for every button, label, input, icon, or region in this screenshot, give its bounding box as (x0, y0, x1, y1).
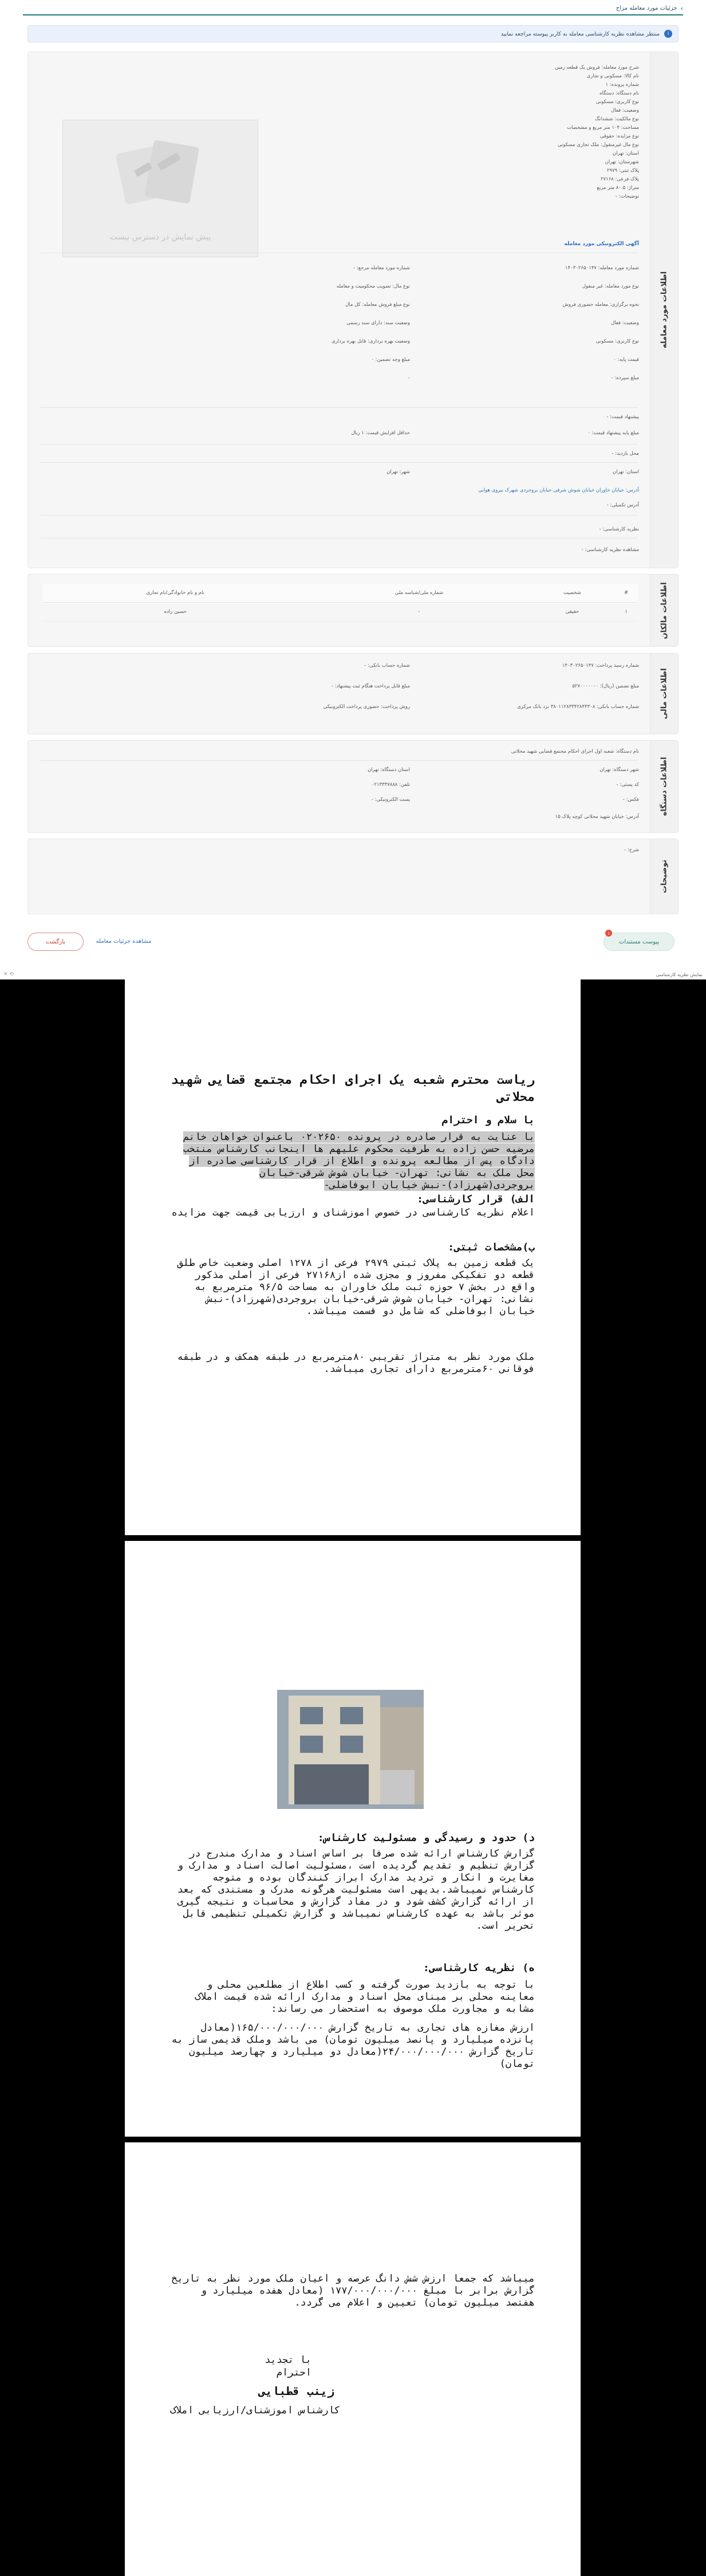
doc-sec-d-title: د) حدود و رسیدگی و مسئولیت کارشناس: (317, 1832, 535, 1844)
summary-line: نوع کاربری: مسکونی (595, 99, 639, 105)
doc-sec-a-text: اعلام نظریه کارشناسی در خصوص اموزشنای و ارزیابی قیمت جهت مزایده (171, 1207, 535, 1218)
section-label: توضیحات (650, 839, 678, 914)
owners-table-cell: حسین زاده (42, 603, 308, 622)
summary-line: نوع مزایده: حقوقی (599, 133, 639, 139)
deal-field: قیمت پایه: ۰ (613, 357, 639, 363)
summary-line: نام کالا: مسکونی و تجاری (586, 73, 639, 79)
summary-line: پلاک فرعی: ۲۷۱۶۸ (600, 176, 639, 182)
device-name: نام دستگاه: شعبه اول اجرای احکام مجتمع قضایی شهید محلاتی (511, 749, 639, 754)
divider (41, 462, 638, 463)
page-title: جزئیات مورد معامله مزاح (616, 5, 677, 11)
detail-panel (0, 0, 706, 971)
divider (41, 407, 638, 408)
divider (41, 760, 638, 761)
summary-line: توضیحات: - (615, 194, 639, 199)
owners-section (27, 574, 679, 647)
summary-line: وضعیت: فعال (611, 108, 639, 113)
close-icon[interactable]: ✕ ⟲ (3, 972, 14, 977)
device-section (27, 740, 679, 833)
summary-line: مساحت: ۱۰۴ متر مربع و مشخصات (566, 125, 639, 131)
back-button[interactable]: بازگشت (27, 933, 84, 951)
doc-closing-1: با تجدید (265, 2354, 311, 2366)
document-page-1 (125, 971, 581, 1535)
address: آدرس: خیابان خاوران خیابان شوش شرقی خیابان بروجردی شهرک نیروی هوایی (478, 487, 639, 493)
deal-field: وضعیت سند: دارای سند رسمی (346, 320, 410, 326)
property-photo (277, 1690, 424, 1809)
section-label: اطلاعات مالکان (650, 575, 678, 646)
offer-base: مبلغ پایه پیشنهاد قیمت: ۰ (587, 430, 639, 436)
doc-sec-d-text: گزارش کارشناس ارائه شده صرفا بر اساس اسناد و مدارک مندرج در گزارش تنظیم و تقدیم گردیده است ،مسئولیت اصالت اسناد و مدارک و مغایرت و انکار و تردید مدارک ابراز کنندگان بوده و متوجه کارشناس نمیباشد.بدیهی است مسئولیت هرگونه مدرک و مستندی که بعد از ارائه گزارش کشف شود و در مفاد گزارش و محاسبات و نتیجه گیری موثر باشد به عهده کارشناس نمیباشد و گزارش تکمیلی تنظیمی قابل تحریر است. (177, 1848, 535, 1932)
deal-field: نوع کاربری: مسکونی (595, 339, 639, 344)
financial-field: مبلغ قابل پرداخت هنگام ثبت پیشنهاد: - (331, 683, 410, 689)
doc-sec-b-text: یک قطعه زمین به پلاک ثبتی ۲۹۷۹ فرعی از ۱۲۷۸ اصلی وضعیت خاص طلق قطعه دو تفکیکی مفروز و مجزی شده از۲۷۱۶۸ فرعی از اصلی مذکور واقع در بخش ۷ حوزه ثبت ملک خاوران به مساحت ۹۶/۵ مترمربع به نشانی: تهران- خیابان شوش شرقی-خیابان بروجردی(شهرزاد)-نبش خیابان ابوفاضلی که شامل دو قسمت میباشد. (177, 1257, 535, 1317)
image-placeholder-caption: پیش نمایش در دسترس نیست (109, 233, 211, 242)
device-province: استان دستگاه: تهران (368, 767, 410, 773)
summary-line: شماره پرونده: ۱ (605, 82, 639, 88)
visit-place: محل بازدید: - (612, 451, 639, 457)
info-icon: i (664, 30, 672, 38)
doc-sec-e-text: با توجه به بازدید صورت گرفته و کسب اطلاع از مطلعین محلی و معاینه محلی بر مبنای محل اسناد و مدارک ارائه شده قیمت املاک مشابه و مجاورت ملک موصوف به استحضار می رساند: (195, 1979, 535, 2015)
summary-line: نوع مال غیرمنقول: ملک تجاری مسکونی (557, 142, 639, 148)
divider (41, 444, 638, 445)
doc-heading: ریاست محترم شعبه یک اجرای احکام مجتمع قضایی شهید محلاتی (171, 1073, 535, 1104)
deal-info-section (27, 52, 679, 568)
gavel-icon (103, 132, 218, 218)
location-city: شهر: تهران (386, 469, 410, 475)
doc-closing-2: احترام (276, 2367, 311, 2378)
doc-sec-e-text2: ارزش مغازه های تجاری به تاریخ گزارش ۱۶۵/۰۰۰/۰۰۰/۰۰۰(معادل پانزده میلیارد و پانصد میلیون تومان) می باشد وملک قدیمی ساز به تاریخ گزارش ۲۴/۰۰۰/۰۰۰/۰۰۰(معادل دو میلیارد و چهارصد میلیون تومان) (171, 2022, 535, 2070)
device-email: پست الکترونیکی: - (371, 797, 410, 803)
section-label: اطلاعات مورد معامله (650, 52, 678, 568)
deal-field: نوع مبلغ فروش معامله: کل مال (345, 302, 410, 308)
summary-line: شهرستان: تهران (605, 159, 639, 165)
deal-field: نوع مورد معامله: غیر منقول (582, 284, 639, 289)
divider (41, 515, 638, 516)
deal-field: نوع مال: تصویب محکومیت و معامله (336, 284, 410, 289)
deal-field: مبلغ وجه تضمین: ۰ (371, 357, 410, 363)
owners-table (42, 584, 638, 622)
attachment-label: پیوست مستندات (618, 938, 660, 945)
device-phone: تلفن: ۰۲۱۳۳۳۷۸۸۸ (371, 782, 410, 788)
section-label: اطلاعات دستگاه (650, 741, 678, 832)
financial-field: مبلغ تضمین (ریال): ۵۲۷۰۰۰۰۰۰۰ (572, 683, 639, 689)
financial-field: شماره حساب بانکی: ۳۸۰۱۱۲۸۳۳۴۲۸۴۴۳۰۸ نزد بانک مرکزی (517, 704, 639, 710)
doc-conclusion: میباشد که جمعا ارزش شش دانگ عرصه و اعیان ملک مورد نظر به تاریخ گزارش برابر با مبلغ ۱۷۷/۰۰۰/۰۰۰/۰۰۰ (معادل هفده میلیارد و هفتصد میلیون تومان) تعیین و اعلام می گردد. (171, 2273, 535, 2308)
doc-sec-e-title: ه) نظریه کارشناسی: (423, 1962, 535, 1974)
owners-table-cell: - (308, 603, 530, 622)
financial-section (27, 653, 679, 734)
doc-sec-b-text2: ملک مورد نظر به متراژ تقریبی ۸۰مترمربع در طبقه همکف و در طبقه فوقانی ۶۰مترمربع دارای تجاری میباشد. (177, 1351, 535, 1375)
owners-table-cell: حقیقی (530, 603, 614, 622)
financial-field: شماره رسید پرداخت: ۱۴۰۳۰۲۶۵۰۱۴۷ (562, 663, 639, 668)
table-row (42, 603, 638, 622)
viewer-title: نمایش نظریه کارشناسی (656, 972, 703, 977)
expert-label: نظریه کارشناسی: - (599, 526, 639, 532)
header-divider (23, 14, 683, 15)
deal-field: - (408, 375, 410, 381)
owners-table-header: شماره ملی/شناسه ملی (308, 584, 530, 603)
property-image-placeholder (62, 120, 258, 257)
deal-field: وضعیت: فعال (611, 320, 639, 326)
owners-table-cell: ۱ (614, 603, 638, 622)
chevron-right-icon[interactable]: › (680, 5, 683, 12)
notice-text: منتظر مشاهده نظریه کارشناسی معامله به کاربر پیوسته مراجعه نمایید (500, 30, 660, 37)
section-label: اطلاعات مالی (650, 654, 678, 734)
device-fax: فکس: - (622, 797, 639, 803)
deal-field: شماره مورد معامله: ۱۴۰۳۰۲۶۵۰۱۴۷ (565, 265, 639, 271)
financial-field: روش پرداخت: حضوری پرداخت الکترونیکی (323, 704, 410, 710)
document-page-2 (125, 1541, 581, 2137)
offer-label: پیشنهاد قیمت: - (606, 414, 639, 420)
address-more: آدرس تکمیلی: - (606, 502, 639, 508)
attachments-button[interactable] (604, 930, 675, 951)
deal-field: شماره مورد معامله مرجع: - (353, 265, 410, 271)
device-postal: کد پستی: - (616, 782, 639, 788)
financial-field: شماره حساب بانکی: - (364, 663, 410, 668)
page-header (23, 5, 683, 12)
view-details-button[interactable]: مشاهده جزئیات معامله (96, 938, 152, 945)
offer-increase: حداقل افزایش قیمت: ۱ ریال (351, 430, 410, 436)
deal-field: نحوه برگزاری: معامله حضوری فروش (562, 302, 639, 308)
summary-line: نام دستگاه: دستگاه (599, 91, 639, 96)
notes-section (27, 839, 679, 914)
deal-field: وضعیت بهره برداری: قابل بهره برداری (332, 339, 410, 344)
document-viewer[interactable] (0, 971, 706, 2576)
summary-line: پلاک ثبتی: ۲۹۷۹ (606, 168, 639, 174)
owners-table-header: # (614, 584, 638, 603)
summary-line: متراژ: ۸۰.۵ متر مربع (597, 185, 639, 191)
summary-line: نوع مالکیت: ششدانگ (595, 116, 639, 122)
doc-greeting: با سلام و احترام (441, 1114, 535, 1126)
device-city: شهر دستگاه: تهران (599, 767, 639, 773)
device-address: آدرس: خیابان شهید محلاتی کوچه پلاک ۱۵ (555, 814, 639, 820)
notes-text: شرح: - (624, 847, 639, 853)
video-link[interactable]: آگهی الکترونیکی مورد معامله (564, 241, 639, 247)
location-province: استان: تهران (612, 469, 639, 475)
doc-intro: با عنایت به قرار صادره در پرونده ۰۲۰۲۶۵۰ باعنوان خواهان خانم مرضیه حسن زاده به طرفیت محکوم علیهم ها اینجانب کارشناس منتخب دادگاه پس از مطالعه پرونده و اطلاع از قرار کارشناسی صادره از محل ملک به نشانی: تهران- خیابان شوش شرقی-خیابان بروجردی(شهرزاد)-نبش خیابان ابوفاضلی- (183, 1131, 535, 1191)
doc-sec-b-title: ب)مشخصات ثبتی: (448, 1241, 535, 1253)
doc-signer: زینب قطبایی (258, 2384, 334, 2398)
deal-field: مبلغ سپرده: - (611, 375, 639, 381)
doc-signer-title: کارشناس اموزشنای/ارزیابی املاک (170, 2405, 340, 2416)
owners-table-header: شخصیت (530, 584, 614, 603)
summary-line: شرح مورد معامله: فروش یک قطعه زمین (555, 65, 639, 70)
owners-table-header: نام و نام خانوادگی/نام تجاری (42, 584, 308, 603)
summary-line: استان: تهران (612, 151, 639, 156)
attachments-count-badge: ۱ (605, 930, 612, 937)
expert-sub: مشاهده نظریه کارشناسی: - (581, 547, 639, 553)
info-notice (27, 25, 679, 42)
document-page-3 (125, 2142, 581, 2576)
doc-sec-a-title: الف) قرار کارشناسی: (417, 1193, 535, 1205)
